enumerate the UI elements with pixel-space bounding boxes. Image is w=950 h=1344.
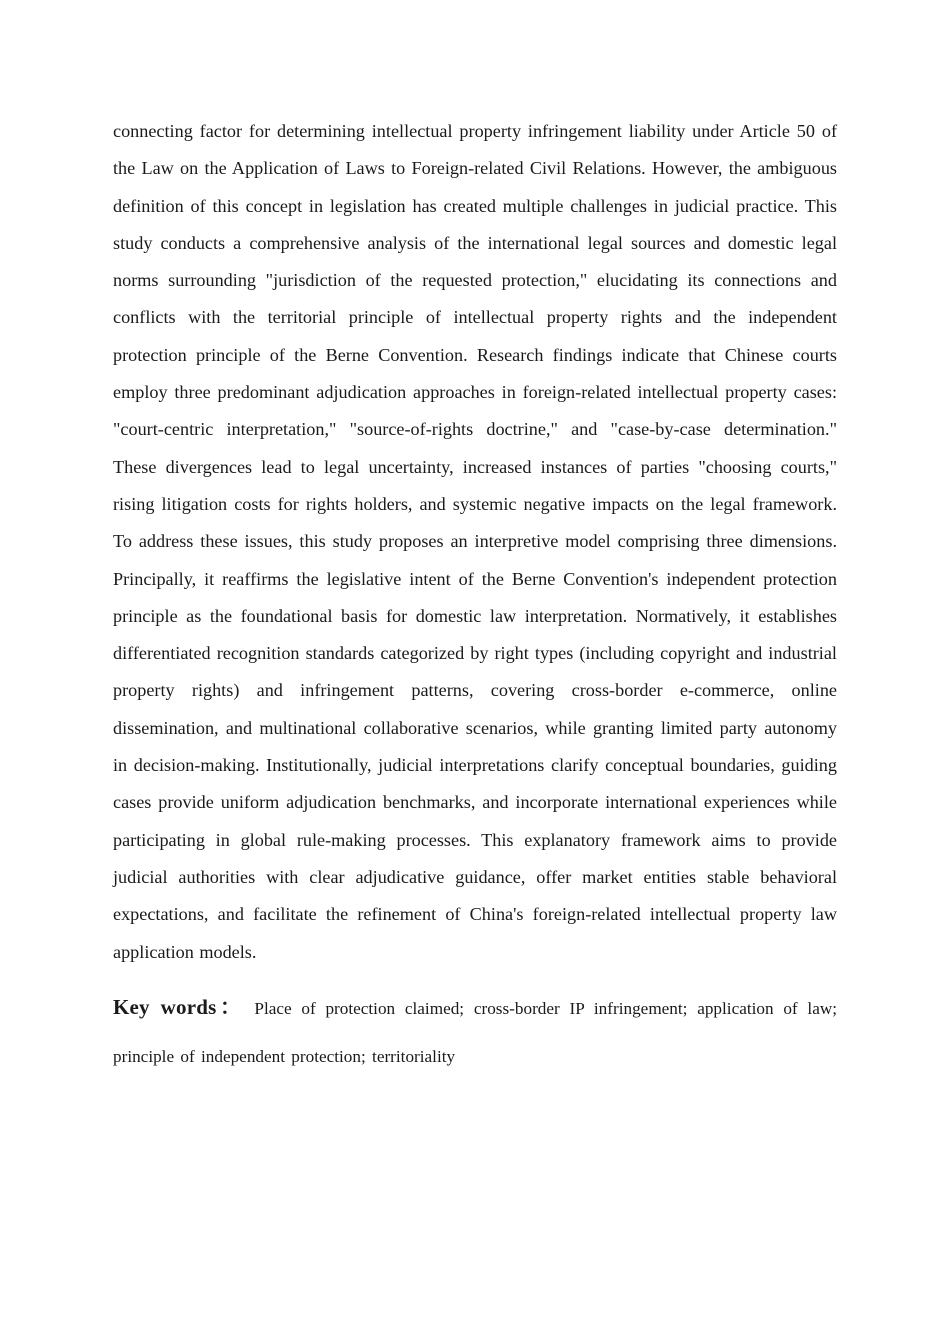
abstract-paragraph: connecting factor for determining intellectual property infringement liability under Article 50 of the Law on the Application of Laws to Foreign-related Civil Relations. However, the ambiguous definition of this concept in legislation has created multiple challenges in judicial practice. This study conducts a comprehensive analysis of the international legal sources and domestic legal norms surrounding "jurisdiction of the requested protection," elucidating its connections and conflicts with the territorial principle of intellectual property rights and the independent protection principle of the Berne Convention. Research findings indicate that Chinese courts employ three predominant adjudication approaches in foreign-related intellectual property cases: "court-centric interpretation," "source-of-rights doctrine," and "case-by-case determination." These divergences lead to legal uncertainty, increased instances of parties "choosing courts," rising litigation costs for rights holders, and systemic negative impacts on the legal framework. To address these issues, this study proposes an interpretive model comprising three dimensions. Principally, it reaffirms the legislative intent of the Berne Convention's independent protection principle as the foundational basis for domestic law interpretation. Normatively, it establishes differentiated recognition standards categorized by right types (including copyright and industrial property rights) and infringement patterns, covering cross-border e-commerce, online dissemination, and multinational collaborative scenarios, while granting limited party autonomy in decision-making. Institutionally, judicial interpretations clarify conceptual boundaries, guiding cases provide uniform adjudication benchmarks, and incorporate international experiences while participating in global rule-making processes. This explanatory framework aims to provide judicial authorities with clear adjudicative guidance, offer market entities stable behavioral expectations, and facilitate the refinement of China's foreign-related intellectual property law application models.: [113, 121, 837, 962]
keywords-line: [113, 983, 837, 1081]
document-page: [113, 113, 837, 1081]
keywords-text: Place of protection claimed; cross-border IP infringement; application of law; principle of independent protection; territoriality: [113, 998, 838, 1066]
keywords-label: Key words：: [113, 994, 245, 1019]
